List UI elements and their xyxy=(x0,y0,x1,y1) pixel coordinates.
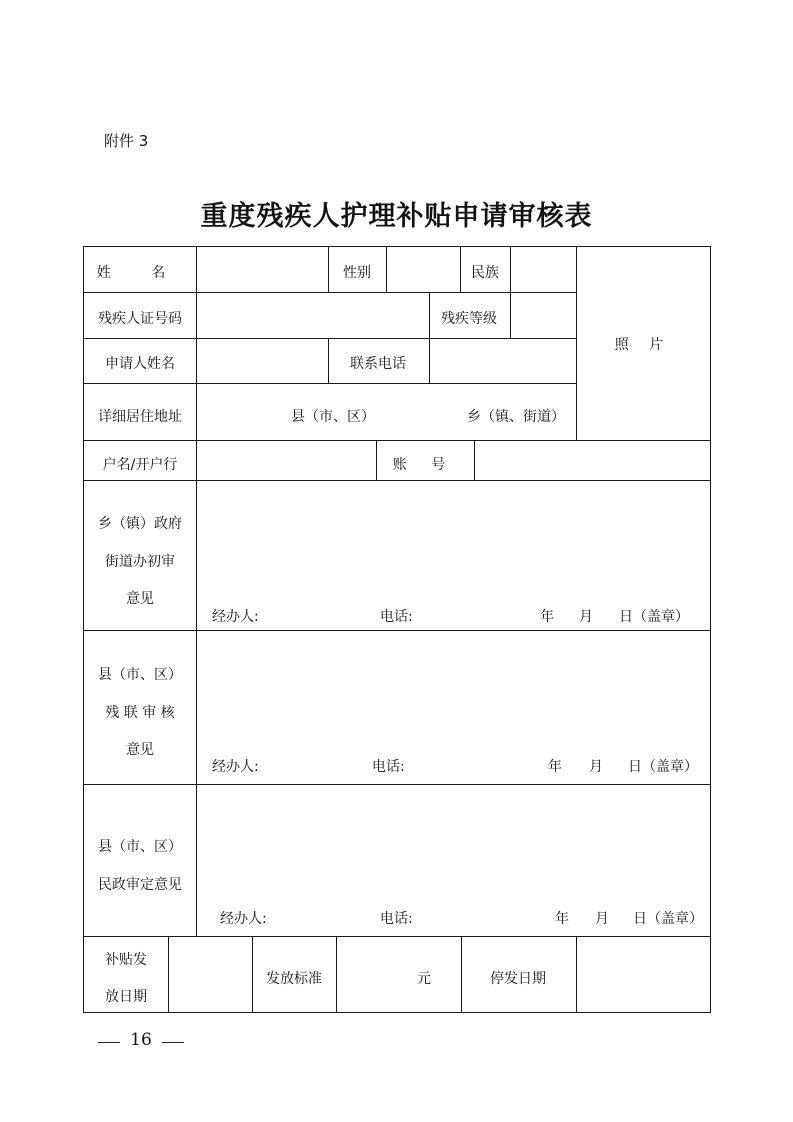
section-title-line: 县（市、区） xyxy=(98,667,182,683)
handler-label: 经办人: xyxy=(212,609,259,625)
day-seal-label: 日（盖章） xyxy=(619,609,689,625)
row-divider xyxy=(83,338,576,339)
col-divider xyxy=(336,936,337,1012)
label-disability-cert: 残疾人证号码 xyxy=(98,311,182,327)
phone-label: 电话: xyxy=(380,609,413,625)
col-divider xyxy=(429,292,430,338)
label-subsidy-date: 放日期 xyxy=(105,989,147,1005)
table-border-top xyxy=(83,246,711,247)
section-title-line: 意见 xyxy=(126,591,154,607)
handler-label: 经办人: xyxy=(220,911,267,927)
section-title-line: 意见 xyxy=(126,742,154,758)
year-label: 年 xyxy=(555,911,569,927)
day-seal-label: 日（盖章） xyxy=(633,911,703,927)
row-divider xyxy=(83,383,576,384)
label-county: 县（市、区） xyxy=(291,409,375,425)
row-divider xyxy=(83,936,711,937)
col-divider xyxy=(196,246,197,936)
month-label: 月 xyxy=(579,609,593,625)
section-title-line: 街道办初审 xyxy=(105,554,175,570)
label-address: 详细居住地址 xyxy=(98,409,182,425)
row-divider xyxy=(83,292,576,293)
month-label: 月 xyxy=(595,911,609,927)
label-gender: 性别 xyxy=(343,265,371,281)
col-divider xyxy=(510,246,511,292)
col-divider xyxy=(576,246,577,440)
col-divider xyxy=(386,246,387,292)
label-applicant-name: 申请人姓名 xyxy=(105,356,175,372)
form-title: 重度残疾人护理补贴申请审核表 xyxy=(200,201,593,232)
col-divider xyxy=(460,246,461,292)
label-ethnicity: 民族 xyxy=(471,265,499,281)
col-divider xyxy=(168,936,169,1012)
phone-label: 电话: xyxy=(380,911,413,927)
label-payment-standard: 发放标准 xyxy=(266,971,322,987)
col-divider xyxy=(576,936,577,1012)
label-town: 乡（镇、街道） xyxy=(467,409,565,425)
row-divider xyxy=(83,440,711,441)
col-divider xyxy=(328,246,329,292)
section-title-line: 乡（镇）政府 xyxy=(98,516,182,532)
section-title-line: 残 联 审 核 xyxy=(105,705,175,721)
handler-label: 经办人: xyxy=(212,759,259,775)
label-account-no: 账 号 xyxy=(392,457,456,473)
row-divider xyxy=(83,630,711,631)
col-divider xyxy=(510,292,511,338)
section-title-line: 民政审定意见 xyxy=(98,877,182,893)
label-contact-phone: 联系电话 xyxy=(350,356,406,372)
col-divider xyxy=(429,338,430,383)
table-border-left xyxy=(83,246,84,1012)
row-divider xyxy=(83,480,711,481)
label-subsidy-date: 补贴发 xyxy=(105,952,147,968)
phone-label: 电话: xyxy=(372,759,405,775)
label-account-holder: 户名/开户行 xyxy=(102,457,178,473)
col-divider xyxy=(328,338,329,383)
section-title-line: 县（市、区） xyxy=(98,839,182,855)
col-divider xyxy=(252,936,253,1012)
label-name: 姓 名 xyxy=(96,265,184,281)
page-number-dash-right xyxy=(162,1042,184,1043)
label-stop-date: 停发日期 xyxy=(490,971,546,987)
label-disability-level: 残疾等级 xyxy=(441,311,497,327)
page-number-dash-left xyxy=(98,1042,120,1043)
label-photo: 照 片 xyxy=(614,337,672,353)
col-divider xyxy=(376,440,377,480)
table-border-bottom xyxy=(83,1012,711,1013)
page-number: 16 xyxy=(130,1030,152,1050)
table-border-right xyxy=(710,246,711,1012)
label-yuan: 元 xyxy=(417,971,431,987)
col-divider xyxy=(461,936,462,1012)
col-divider xyxy=(474,440,475,480)
day-seal-label: 日（盖章） xyxy=(628,759,698,775)
row-divider xyxy=(83,784,711,785)
month-label: 月 xyxy=(589,759,603,775)
year-label: 年 xyxy=(548,759,562,775)
year-label: 年 xyxy=(540,609,554,625)
attachment-label: 附件 3 xyxy=(104,132,149,150)
